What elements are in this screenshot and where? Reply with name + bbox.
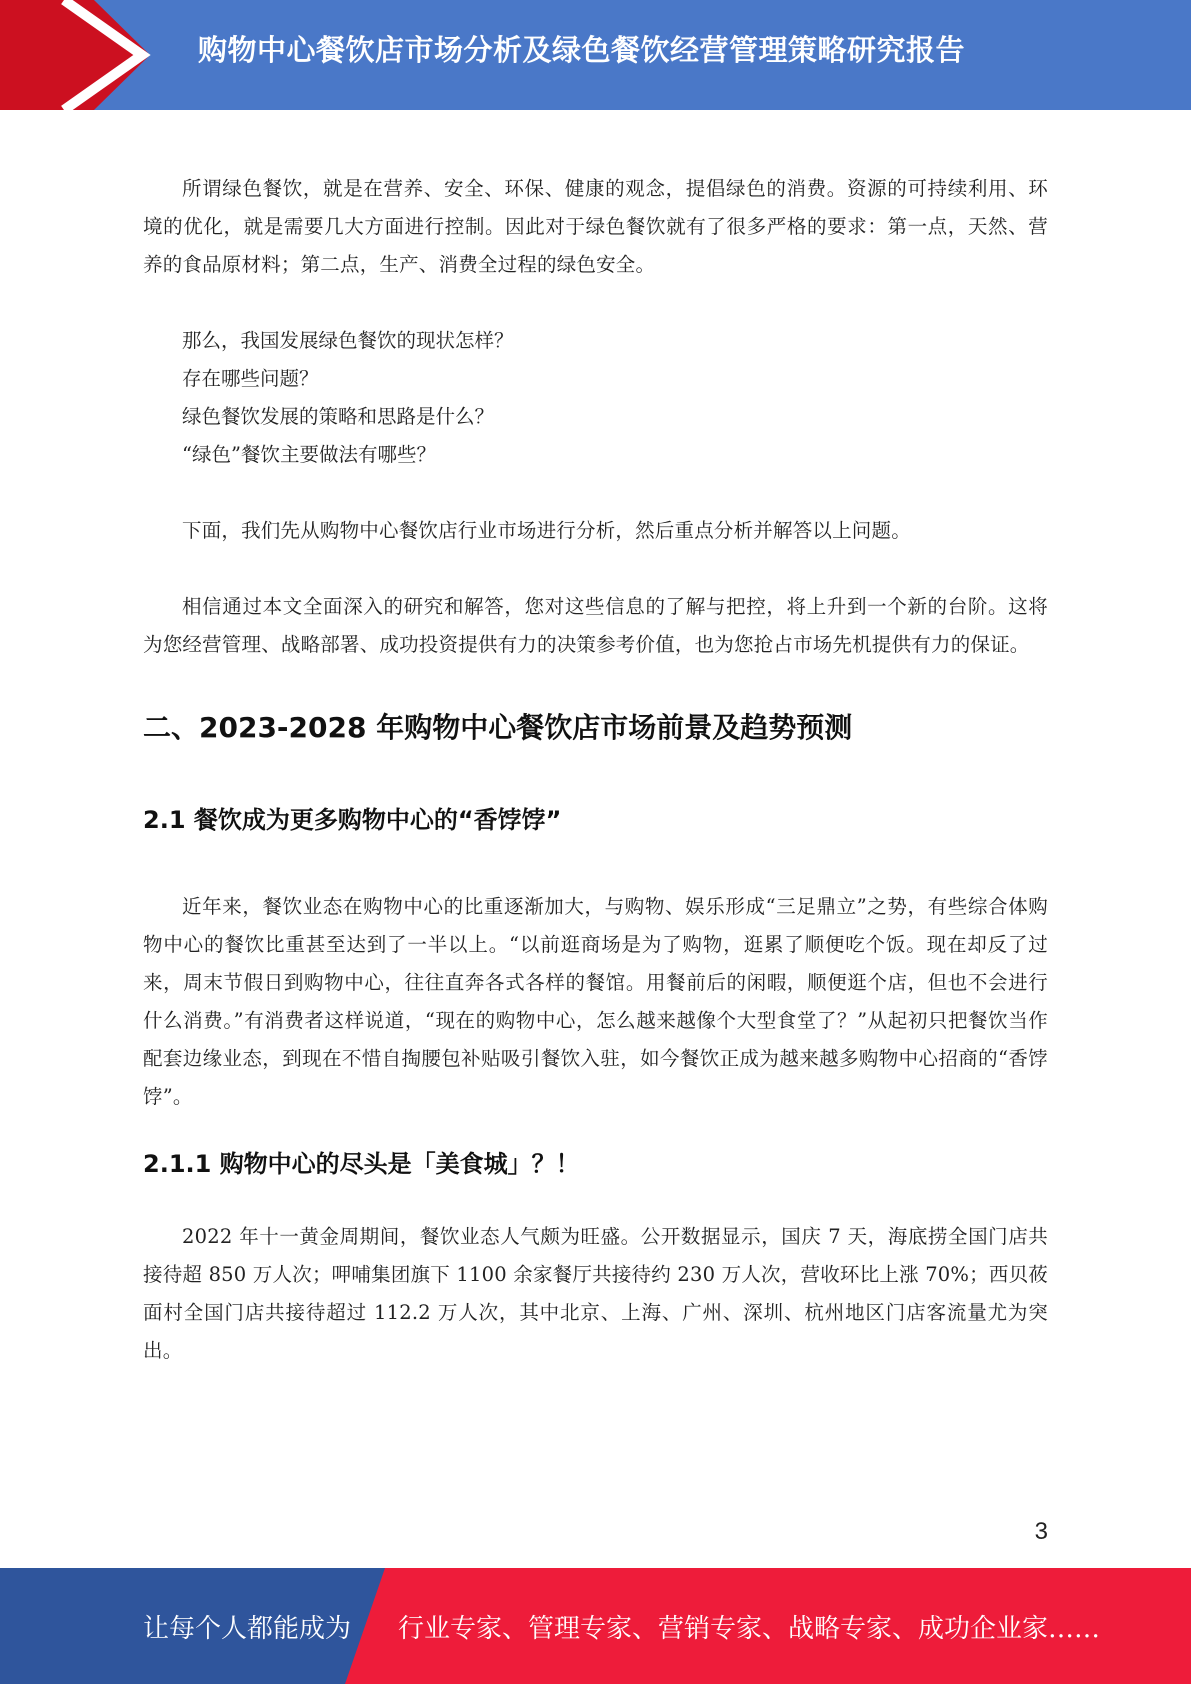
- subsection-paragraph: 近年来，餐饮业态在购物中心的比重逐渐加大，与购物、娱乐形成“三足鼎立”之势，有些综合体购物中心的餐饮比重甚至达到了一半以上。“以前逛商场是为了购物，逛累了顺便吃个饭。现在却反了过来，周末节假日到购物中心，往往直奔各式各样的餐馆。用餐前后的闲暇，顺便逛个店，但也不会进行什么消费。”有消费者这样说道，“现在的购物中心，怎么越来越像个大型食堂了？”从起初只把餐饮当作配套边缘业态，到现在不惜自掏腰包补贴吸引餐饮入驻，如今餐饮正成为越来越多购物中心招商的“香饽饽”。: [143, 895, 1048, 1108]
- subsubsection-paragraph: 2022 年十一黄金周期间，餐饮业态人气颇为旺盛。公开数据显示，国庆 7 天，海底捞全国门店共接待超 850 万人次；呷哺集团旗下 1100 余家餐厅共接待约 230 万人次，营收环比上涨 70%；西贝莜面村全国门店共接待超过 112.2 万人次，其中北京、上海、广州、深圳、杭州地区门店客流量尤为突出。: [143, 1225, 1048, 1362]
- header-arrow-icon: [0, 0, 160, 110]
- intro-paragraph: 所谓绿色餐饮，就是在营养、安全、环保、健康的观念，提倡绿色的消费。资源的可持续利用、环境的优化，就是需要几大方面进行控制。因此对于绿色餐饮就有了很多严格的要求：第一点，天然、营养的食品原材料；第二点，生产、消费全过程的绿色安全。: [143, 177, 1048, 276]
- header-title: 购物中心餐饮店市场分析及绿色餐饮经营管理策略研究报告: [198, 33, 966, 67]
- lead-paragraph: 下面，我们先从购物中心餐饮店行业市场进行分析，然后重点分析并解答以上问题。: [182, 519, 911, 542]
- value-paragraph: 相信通过本文全面深入的研究和解答，您对这些信息的了解与把控，将上升到一个新的台阶。这将为您经营管理、战略部署、成功投资提供有力的决策参考价值，也为您抢占市场先机提供有力的保证。: [143, 595, 1048, 656]
- question-item: 绿色餐饮发展的策略和思路是什么？: [182, 405, 495, 428]
- footer-slogan-right: 行业专家、管理专家、营销专家、战略专家、成功企业家……: [398, 1614, 1101, 1644]
- subsubsection-heading: 2.1.1 购物中心的尽头是「美食城」？！: [143, 1150, 580, 1178]
- question-item: 存在哪些问题？: [182, 367, 319, 390]
- page-footer: [0, 1568, 1191, 1684]
- question-item: “绿色”餐饮主要做法有哪些？: [182, 443, 436, 466]
- subsection-heading: 2.1 餐饮成为更多购物中心的“香饽饽”: [143, 806, 562, 834]
- question-item: 那么，我国发展绿色餐饮的现状怎样？: [182, 329, 514, 352]
- section-heading: 二、2023-2028 年购物中心餐饮店市场前景及趋势预测: [143, 711, 853, 744]
- page-header: [0, 0, 1191, 110]
- footer-slogan-left: 让每个人都能成为: [143, 1614, 352, 1644]
- main-content: [143, 170, 1048, 1370]
- page-number: 3: [1034, 1518, 1048, 1545]
